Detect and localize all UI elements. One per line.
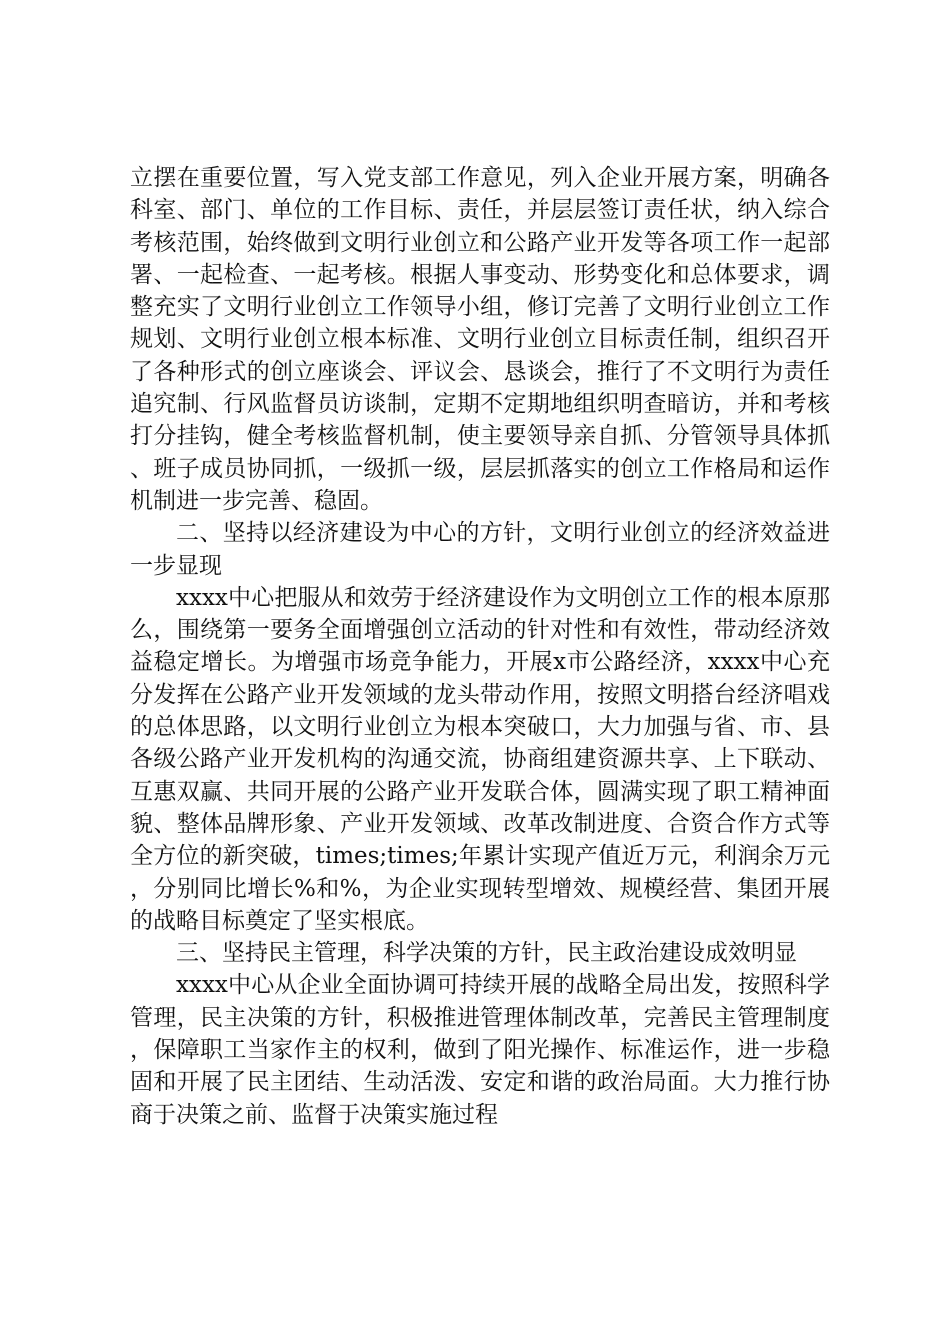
document-body	[130, 162, 830, 1131]
paragraph-democratic-management: xxxx中心从企业全面协调可持续开展的战略全局出发，按照科学管理，民主决策的方针，积极推进管理体制改革，完善民主管理制度，保障职工当家作主的权利，做到了阳光操作、标准运作，进一步稳固和开展了民主团结、生动活泼、安定和谐的政治局面。大力推行协商于决策之前、监督于决策实施过程	[130, 972, 830, 1128]
paragraph-economic-benefit: xxxx中心把服从和效劳于经济建设作为文明创立工作的根本原那么，围绕第一要务全面增强创立活动的针对性和有效性，带动经济效益稳定增长。为增强市场竞争能力，开展x市公路经济，xxxx中心充分发挥在公路产业开发领域的龙头带动作用，按照文明搭台经济唱戏的总体思路，以文明行业创立为根本突破口，大力加强与省、市、县各级公路产业开发机构的沟通交流，协商组建资源共享、上下联动、互惠双赢、共同开展的公路产业开发联合体，圆满实现了职工精神面貌、整体品牌形象、产业开发领域、改革改制进度、合资合作方式等全方位的新突破，times;times;年累计实现产值近万元，利润余万元，分别同比增长%和%，为企业实现转型增效、规模经营、集团开展的战略目标奠定了坚实根底。	[130, 584, 830, 934]
section-heading-2: 二、坚持以经济建设为中心的方针，文明行业创立的经济效益进一步显现	[130, 520, 830, 579]
section-heading-3: 三、坚持民主管理，科学决策的方针，民主政治建设成效明显	[176, 940, 797, 967]
paragraph-continuation: 立摆在重要位置，写入党支部工作意见，列入企业开展方案，明确各科室、部门、单位的工作目标、责任，并层层签订责任状，纳入综合考核范围，始终做到文明行业创立和公路产业开发等各项工作一起部署、一起检查、一起考核。根据人事变动、形势变化和总体要求，调整充实了文明行业创立工作领导小组，修订完善了文明行业创立工作规划、文明行业创立根本标准、文明行业创立目标责任制，组织召开了各种形式的创立座谈会、评议会、恳谈会，推行了不文明行为责任追究制、行风监督员访谈制，定期不定期地组织明查暗访，并和考核打分挂钩，健全考核监督机制，使主要领导亲自抓、分管领导具体抓、班子成员协同抓，一级抓一级，层层抓落实的创立工作格局和运作机制进一步完善、稳固。	[130, 165, 830, 514]
